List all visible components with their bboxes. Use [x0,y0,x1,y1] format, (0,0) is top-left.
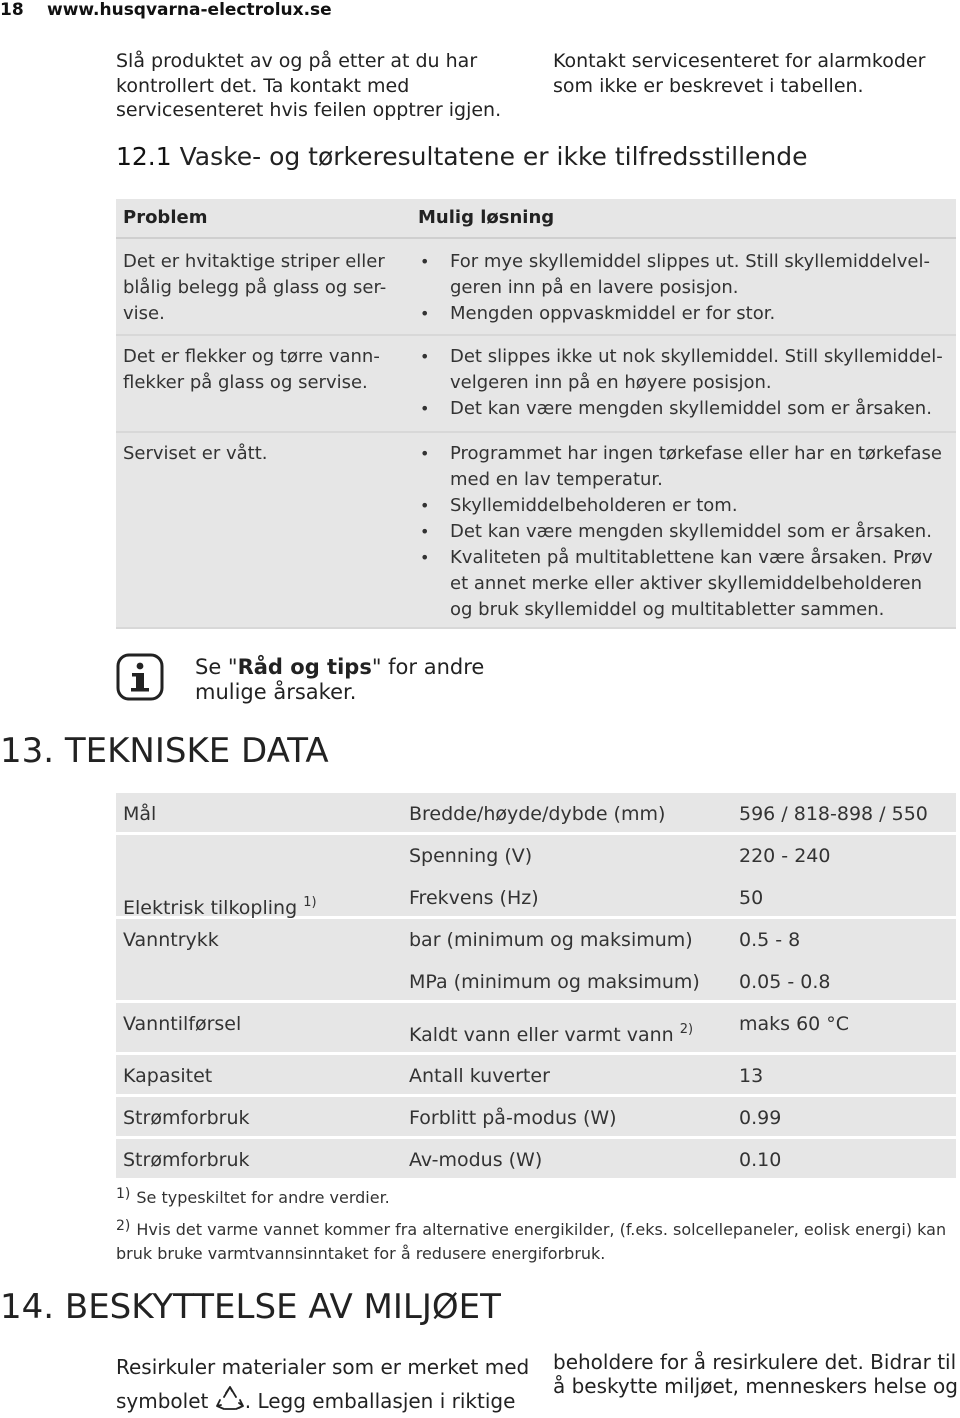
info-note-prefix: Se " [195,655,238,679]
solution-line: velgeren inn på en høyere posisjon. [450,372,772,393]
row-param: Bredde/høyde/dybde (mm) [409,803,666,825]
footnote-text: Hvis det varme vannet kommer fra alternative energikilder, (f.eks. solcellepaneler, eolisk energi) kan [136,1220,947,1239]
problem-line: vise. [123,303,165,324]
intro-left-text [116,49,536,123]
solution-line: • Mengden oppvaskmiddel er for stor. [450,303,776,324]
table-row [116,433,956,629]
row-param: MPa (minimum og maksimum) [409,971,700,993]
intro-left-line: servicesenteret hvis feilen opptrer igjen. [116,99,502,121]
info-note-suffix: " for andre [371,655,485,679]
solution-item [418,344,948,396]
table-row [116,793,956,835]
section-14-right-text [553,1350,958,1398]
section-14-line: beholdere for å resirkulere det. Bidrar til [553,1350,957,1374]
solution-line: • Det slippes ikke ut nok skyllemiddel. Still skyllemiddel- [450,346,943,367]
solution-item [418,249,948,301]
row-param-text: Kaldt vann eller varmt vann [409,1024,674,1046]
solution-line: • Skyllemiddelbeholderen er tom. [450,495,738,516]
problem-line: flekker på glass og servise. [123,372,368,393]
row-param: Frekvens (Hz) [409,887,539,909]
row-value: 0.10 [739,1149,782,1171]
solution-item [418,493,948,519]
section-14-text: . Legg emballasjen i riktige [244,1389,516,1413]
section-14-text: symbolet [116,1389,209,1413]
footnote-marker: 1) [116,1186,131,1202]
solution-list [418,249,948,327]
table-row [116,239,956,336]
header-url: www.husqvarna-electrolux.se [47,0,332,20]
solution-line: • Det kan være mengden skyllemiddel som er årsaken. [450,398,932,419]
table-header-row [116,199,956,239]
intro-right-line: som ikke er beskrevet i tabellen. [553,74,864,97]
page-number: 18 [0,0,24,20]
solution-column-header: Mulig løsning [418,207,555,228]
row-param: Av-modus (W) [409,1149,543,1171]
row-label: Strømforbruk [123,1107,250,1129]
info-icon [116,653,164,701]
row-label [123,895,317,919]
section-14-left-text [116,1350,546,1418]
info-note-bold: Råd og tips [237,655,372,679]
solution-line: • Kvaliteten på multitablettene kan være årsaken. Prøv [450,547,933,568]
intro-left-line: Slå produktet av og på etter at du har [116,50,478,72]
row-param [409,1022,693,1046]
row-param: Spenning (V) [409,845,533,867]
footnote-marker: 2) [679,1022,694,1037]
row-param: Antall kuverter [409,1065,550,1087]
problem-line: Serviset er vått. [123,443,268,464]
row-value: 13 [739,1065,764,1087]
solution-item [418,519,948,545]
row-value: 50 [739,887,764,909]
footnote-marker: 1) [303,895,317,910]
table-row [116,919,956,1003]
solution-line: et annet merke eller aktiver skyllemiddelbeholderen [450,573,923,594]
row-value: 220 - 240 [739,845,831,867]
section-14-line: å beskytte miljøet, menneskers helse og [553,1374,958,1398]
solution-item [418,441,948,493]
table-row [116,835,956,919]
solution-item [418,301,948,327]
footnote-text: Se typeskiltet for andre verdier. [136,1188,390,1207]
row-label: Kapasitet [123,1065,213,1087]
problem-cell [123,344,398,396]
row-value: maks 60 °C [739,1013,850,1035]
intro-right-line: Kontakt servicesenteret for alarmkoder [553,50,926,72]
solution-list [418,344,948,422]
info-note-line2: mulige årsaker. [195,680,357,704]
problem-column-header: Problem [123,207,208,228]
table-row [116,336,956,433]
row-param: Forblitt på-modus (W) [409,1107,617,1129]
table-row [116,1139,956,1181]
footnote-continuation: bruk bruke varmtvannsinntaket for å redusere energiforbruk. [116,1244,606,1263]
row-label: Vanntilførsel [123,1013,242,1035]
row-label: Strømforbruk [123,1149,250,1171]
footnote [116,1218,946,1239]
solution-line: • Det kan være mengden skyllemiddel som er årsaken. [450,521,932,542]
solution-item [418,545,948,623]
intro-left-line: kontrollert det. Ta kontakt med [116,74,410,97]
row-label: Vanntrykk [123,929,219,951]
troubleshooting-table [116,199,956,629]
footnote-marker: 2) [116,1218,131,1234]
info-note-text [195,655,595,705]
solution-list [418,441,948,623]
solution-item [418,396,948,422]
row-value: 0.05 - 0.8 [739,971,831,993]
section-14-heading: 14. BESKYTTELSE AV MILJØET [0,1287,501,1327]
section-12-1-title: Vaske- og tørkeresultatene er ikke tilfredsstillende [179,142,808,171]
section-12-1-heading [116,142,808,171]
solution-line: • For mye skyllemiddel slippes ut. Still skyllemiddelvel- [450,251,930,272]
solution-line: • Programmet har ingen tørkefase eller har en tørkefase [450,443,942,464]
table-row [116,1097,956,1139]
table-row [116,1003,956,1055]
row-value: 0.5 - 8 [739,929,801,951]
problem-line: Det er flekker og tørre vann- [123,346,380,367]
technical-data-table [116,793,956,1181]
section-13-heading: 13. TEKNISKE DATA [0,731,329,771]
section-12-1-number: 12.1 [116,142,172,171]
solution-line: geren inn på en lavere posisjon. [450,277,739,298]
problem-cell [123,249,398,327]
recycle-icon [215,1384,245,1412]
solution-line: og bruk skyllemiddel og multitabletter sammen. [450,599,885,620]
section-14-line: Resirkuler materialer som er merket med [116,1355,530,1379]
footnote [116,1186,390,1207]
row-label-text: Elektrisk tilkopling [123,897,298,919]
intro-right-text [553,49,953,98]
row-param: bar (minimum og maksimum) [409,929,693,951]
section-14-line [116,1384,546,1418]
row-value: 0.99 [739,1107,782,1129]
solution-line: med en lav temperatur. [450,469,663,490]
problem-line: Det er hvitaktige striper eller [123,251,385,272]
table-row [116,1055,956,1097]
row-label: Mål [123,803,157,825]
problem-cell [123,441,398,467]
row-value: 596 / 818-898 / 550 [739,803,928,825]
problem-line: blålig belegg på glass og ser- [123,277,387,298]
